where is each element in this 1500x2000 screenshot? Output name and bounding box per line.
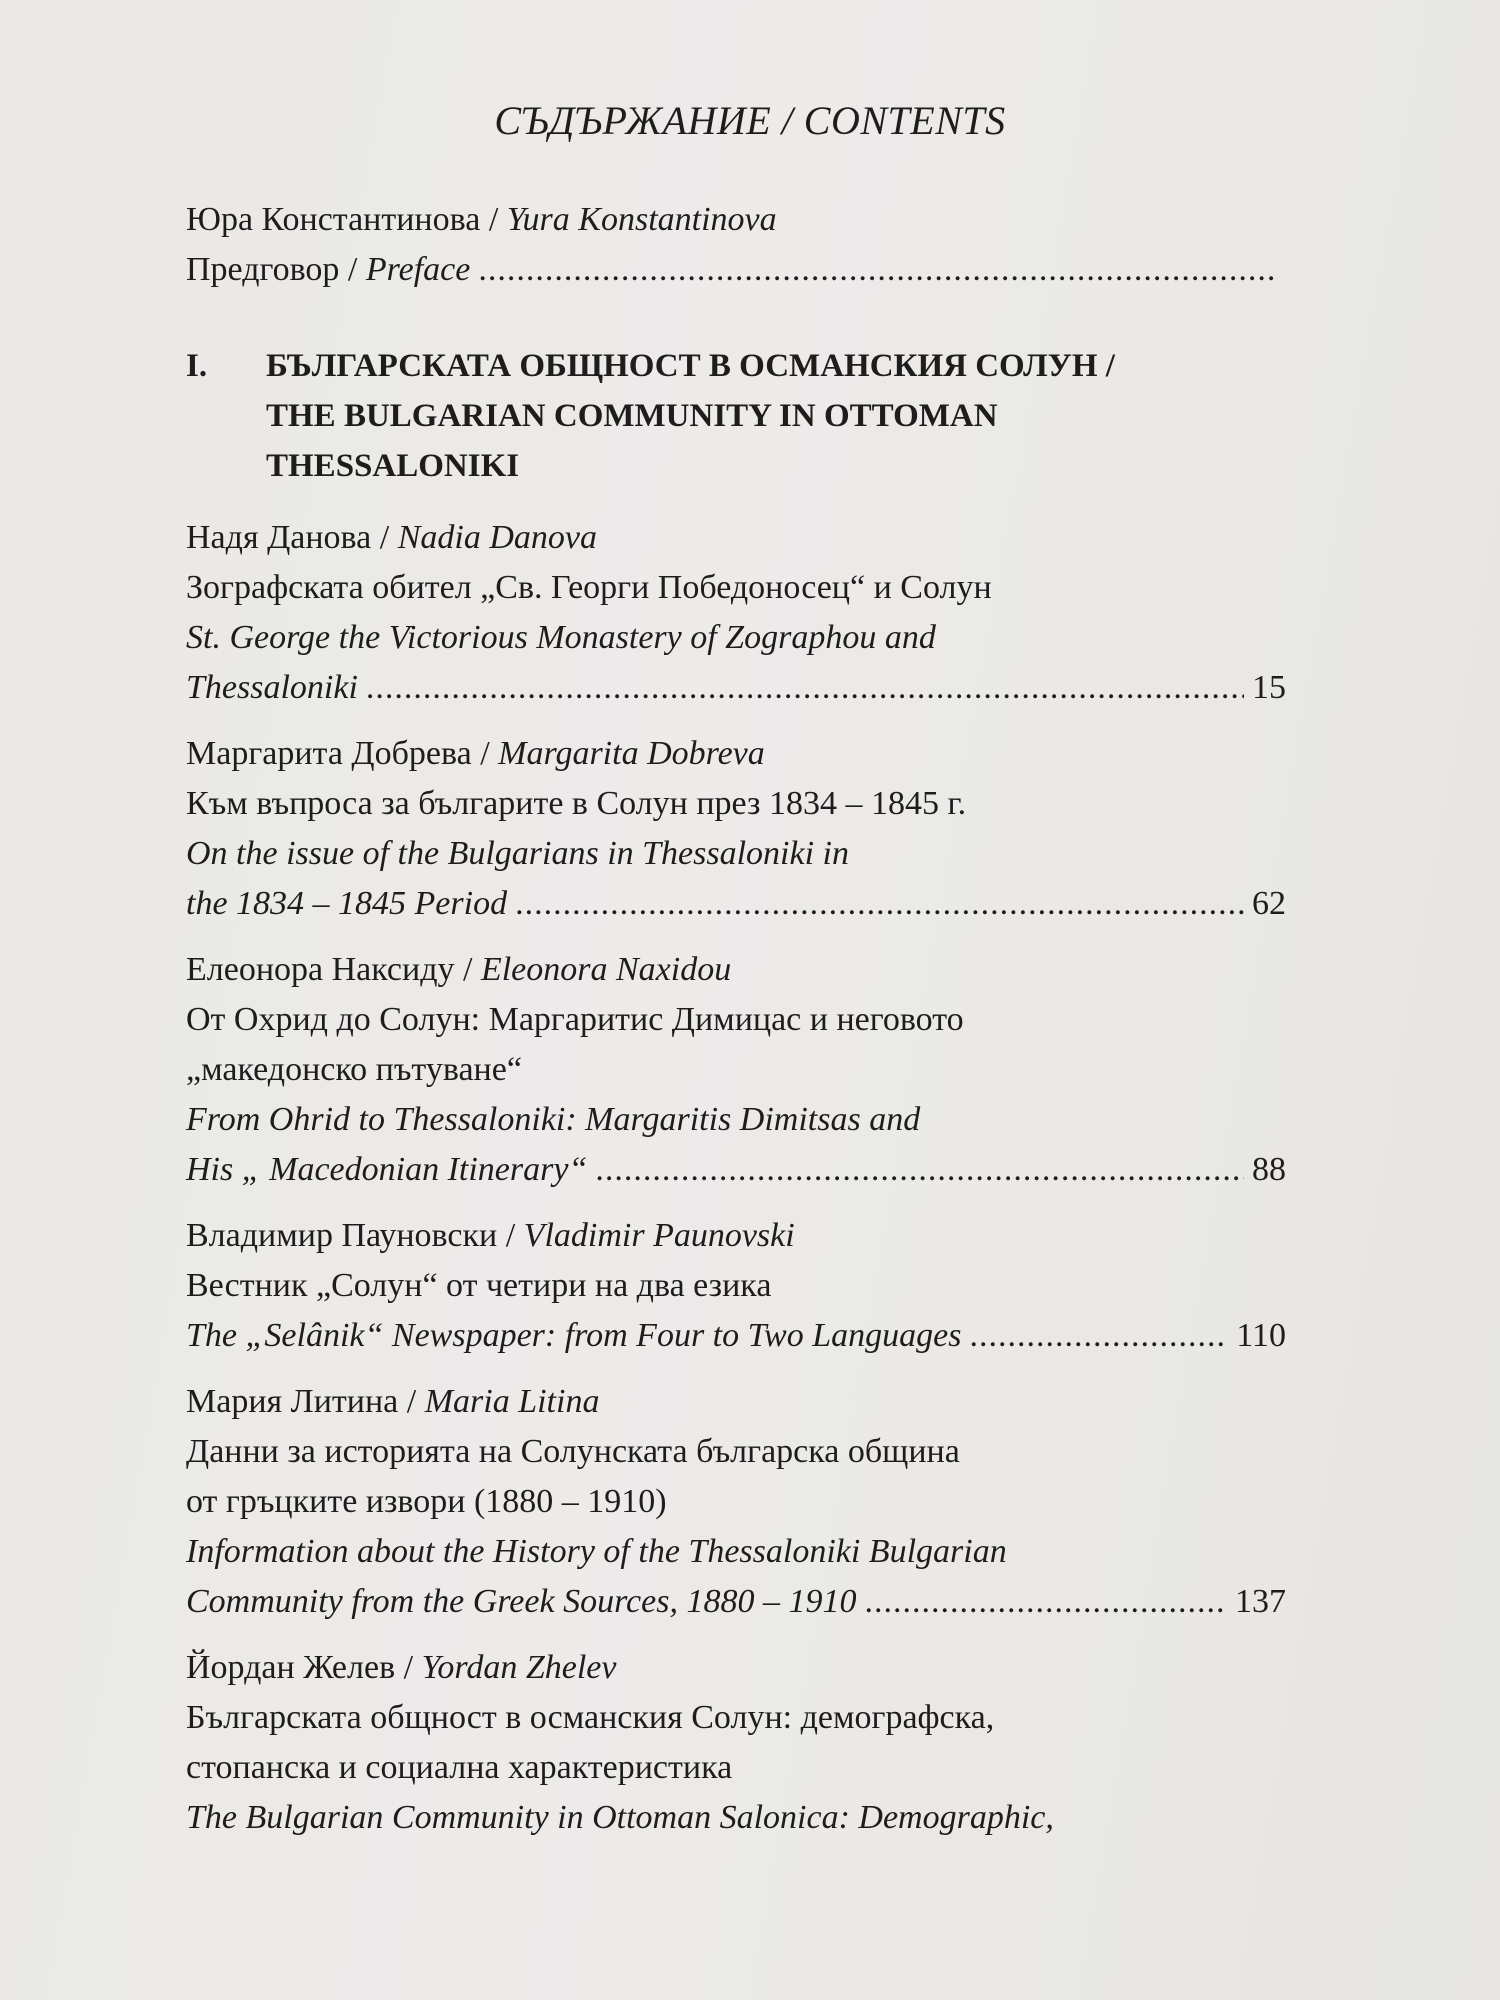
entry-title-row [186,663,1286,713]
entry-title-row [186,1145,1286,1195]
entry-title-en: His „ Macedonian Itinerary“ [186,1151,588,1188]
entry-title-bg: Към въпроса за българите в Солун през 1834 – 1845 г. [186,785,967,822]
contents-heading: СЪДЪРЖАНИЕ / CONTENTS [494,98,1006,143]
leader-dots [595,1145,1244,1195]
entry-author: Маргарита Добрева / Margarita Dobreva [186,735,765,772]
toc-entry [186,945,1286,1195]
preface-entry [186,195,1286,295]
page-number: 110 [1236,1317,1286,1354]
entry-title-bg: От Охрид до Солун: Маргаритис Димицас и неговото [186,1001,964,1038]
entry-author: Мария Литина / Maria Litina [186,1383,600,1420]
entry-title-row [186,879,1286,929]
entry-title-row [186,1577,1286,1627]
page-number: 137 [1235,1583,1286,1620]
entry-title-en: From Ohrid to Thessaloniki: Margaritis Dimitsas and [186,1101,921,1138]
table-of-contents [186,195,1286,1843]
leader-dots [478,245,1278,295]
entry-title-en: the 1834 – 1845 Period [186,885,508,922]
entry-title-en: Thessaloniki [186,669,358,706]
toc-entry [186,1377,1286,1627]
entry-author: Йордан Желев / Yordan Zhelev [186,1649,617,1686]
toc-entry [186,729,1286,929]
entry-title-bg: от гръцките извори (1880 – 1910) [186,1483,667,1520]
toc-entry [186,513,1286,713]
entry-title-bg: „македонско пътуване“ [186,1051,522,1088]
preface-title-row [186,245,1286,295]
entry-title-row [186,1311,1286,1361]
toc-entry [186,1211,1286,1361]
section-number: I. [186,348,208,384]
leader-dots [515,879,1244,929]
entry-title-en: St. George the Victorious Monastery of Zographou and [186,619,936,656]
page-number: 15 [1252,669,1286,706]
entry-title-bg: Зографската обител „Св. Георги Победоносец“ и Солун [186,569,992,606]
entry-title-en: The Bulgarian Community in Ottoman Salonica: Demographic, [186,1799,1054,1836]
entry-title-en: Information about the History of the Thessaloniki Bulgarian [186,1533,1007,1570]
entry-title-bg: Данни за историята на Солунската българска община [186,1433,960,1470]
toc-entry [186,1643,1286,1843]
preface-title: Предговор / Preface [186,251,471,288]
leader-dots [969,1311,1228,1361]
leader-dots [366,663,1244,713]
entry-author: Елеонора Наксиду / Eleonora Naxidou [186,951,732,988]
section-heading [186,341,1286,491]
entry-title-en: The „Selânik“ Newspaper: from Four to Two Languages [186,1317,962,1354]
leader-dots [864,1577,1227,1627]
entry-title-bg: Вестник „Солун“ от четири на два езика [186,1267,772,1304]
section-title: БЪЛГАРСКАТА ОБЩНОСТ В ОСМАНСКИЯ СОЛУН / THE BULGARIAN COMMUNITY IN OTTOMAN THESSALONIKI [266,348,1115,484]
page-number: 88 [1252,1151,1286,1188]
page-number: 62 [1252,885,1286,922]
entry-title-en: Community from the Greek Sources, 1880 – 1910 [186,1583,857,1620]
entry-author: Надя Данова / Nadia Danova [186,519,597,556]
entry-title-bg: стопанска и социална характеристика [186,1749,733,1786]
preface-author: Юра Константинова / Yura Konstantinova [186,201,777,238]
entry-title-en: On the issue of the Bulgarians in Thessaloniki in [186,835,849,872]
entry-author: Владимир Пауновски / Vladimir Paunovski [186,1217,795,1254]
entry-title-bg: Българската общност в османския Солун: демографска, [186,1699,995,1736]
